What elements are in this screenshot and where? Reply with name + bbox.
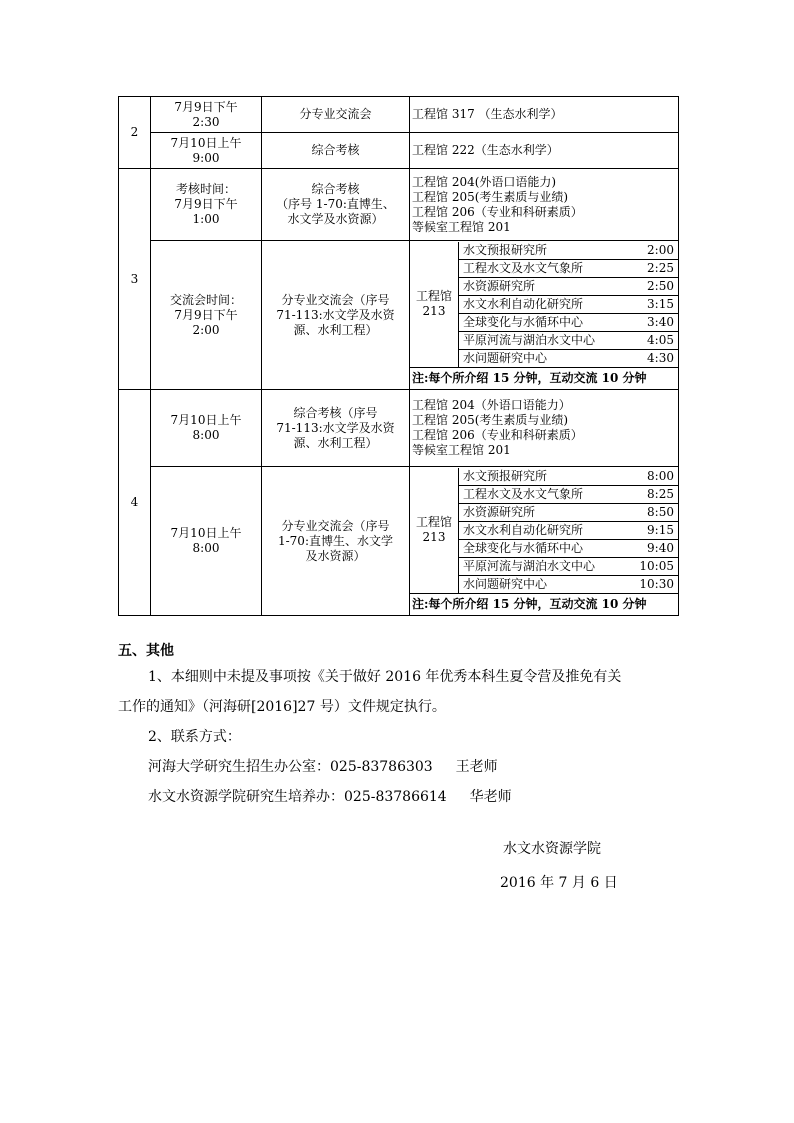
list-item: 全球变化与水循环中心 9:40	[459, 539, 678, 557]
institute-slot-list	[459, 242, 678, 367]
note-text: 注:每个所介绍 15 分钟，互动交流 10 分钟	[410, 594, 679, 616]
location-cell: 工程馆 204(外语口语能力) 工程馆 205(考生素质与业绩) 工程馆 206（专业和科研素质） 等候室工程馆 201	[410, 169, 679, 241]
signature: 水文水资源学院	[503, 841, 601, 857]
group-number: 2	[119, 97, 151, 169]
time-cell: 交流会时间： 7月9日下午 2:00	[151, 241, 262, 390]
time-cell: 7月9日下午 2:30	[151, 97, 262, 133]
time-cell: 考核时间： 7月9日下午 1:00	[151, 169, 262, 241]
location-cell	[410, 241, 679, 368]
list-item: 工程水文及水文气象所 2:25	[459, 259, 678, 277]
list-item: 全球变化与水循环中心 3:40	[459, 313, 678, 331]
location-cell: 工程馆 222（生态水利学）	[410, 133, 679, 169]
table-row	[119, 467, 679, 594]
paragraph-line: 2、联系方式：	[148, 729, 241, 745]
table-row	[119, 97, 679, 133]
section-heading: 五、其他	[118, 643, 174, 659]
activity-cell: 分专业交流会（序号 71-113:水文学及水资 源、水利工程）	[262, 241, 410, 390]
list-item: 平原河流与湖泊水文中心 10:05	[459, 557, 678, 575]
building-label: 工程馆 213	[410, 468, 459, 593]
group-number: 3	[119, 169, 151, 390]
activity-cell: 综合考核 （序号 1-70:直博生、 水文学及水资源）	[262, 169, 410, 241]
activity-cell: 分专业交流会（序号 1-70:直博生、水文学 及水资源）	[262, 467, 410, 616]
contact-line: 河海大学研究生招生办公室：025-83786303 王老师	[148, 759, 498, 775]
building-label: 工程馆 213	[410, 242, 459, 367]
list-item: 平原河流与湖泊水文中心 4:05	[459, 331, 678, 349]
date: 2016 年 7 月 6 日	[500, 875, 618, 891]
paragraph-line: 工作的通知》（河海研[2016]27 号）文件规定执行。	[118, 699, 446, 715]
location-cell	[410, 467, 679, 594]
activity-cell: 综合考核	[262, 133, 410, 169]
activity-cell: 分专业交流会	[262, 97, 410, 133]
paragraph-line: 1、本细则中未提及事项按《关于做好 2016 年优秀本科生夏令营及推免有关	[148, 669, 622, 685]
institute-slot-list	[459, 468, 678, 593]
list-item: 水资源研究所 8:50	[459, 503, 678, 521]
list-item: 水问题研究中心 4:30	[463, 350, 674, 365]
list-item: 水文水利自动化研究所 3:15	[459, 295, 678, 313]
table-row	[119, 133, 679, 169]
list-item: 工程水文及水文气象所 8:25	[459, 485, 678, 503]
time-cell: 7月10日上午 8:00	[151, 390, 262, 467]
table-row	[119, 390, 679, 467]
list-item: 水文水利自动化研究所 9:15	[459, 521, 678, 539]
time-cell: 7月10日上午 9:00	[151, 133, 262, 169]
contact-line: 水文水资源学院研究生培养办：025-83786614 华老师	[148, 789, 512, 805]
location-cell: 工程馆 317 （生态水利学）	[410, 97, 679, 133]
table-row	[119, 169, 679, 241]
activity-cell: 综合考核（序号 71-113:水文学及水资 源、水利工程）	[262, 390, 410, 467]
list-item: 水文预报研究所 2:00	[459, 242, 678, 260]
list-item: 水问题研究中心 10:30	[463, 576, 674, 591]
list-item: 水资源研究所 2:50	[459, 277, 678, 295]
group-number: 4	[119, 390, 151, 616]
location-cell: 工程馆 204（外语口语能力） 工程馆 205(考生素质与业绩) 工程馆 206（专业和科研素质） 等候室工程馆 201	[410, 390, 679, 467]
table-row	[119, 241, 679, 368]
schedule-table	[118, 96, 679, 616]
list-item: 水文预报研究所 8:00	[459, 468, 678, 486]
note-text: 注:每个所介绍 15 分钟，互动交流 10 分钟	[410, 368, 679, 390]
time-cell: 7月10日上午 8:00	[151, 467, 262, 616]
